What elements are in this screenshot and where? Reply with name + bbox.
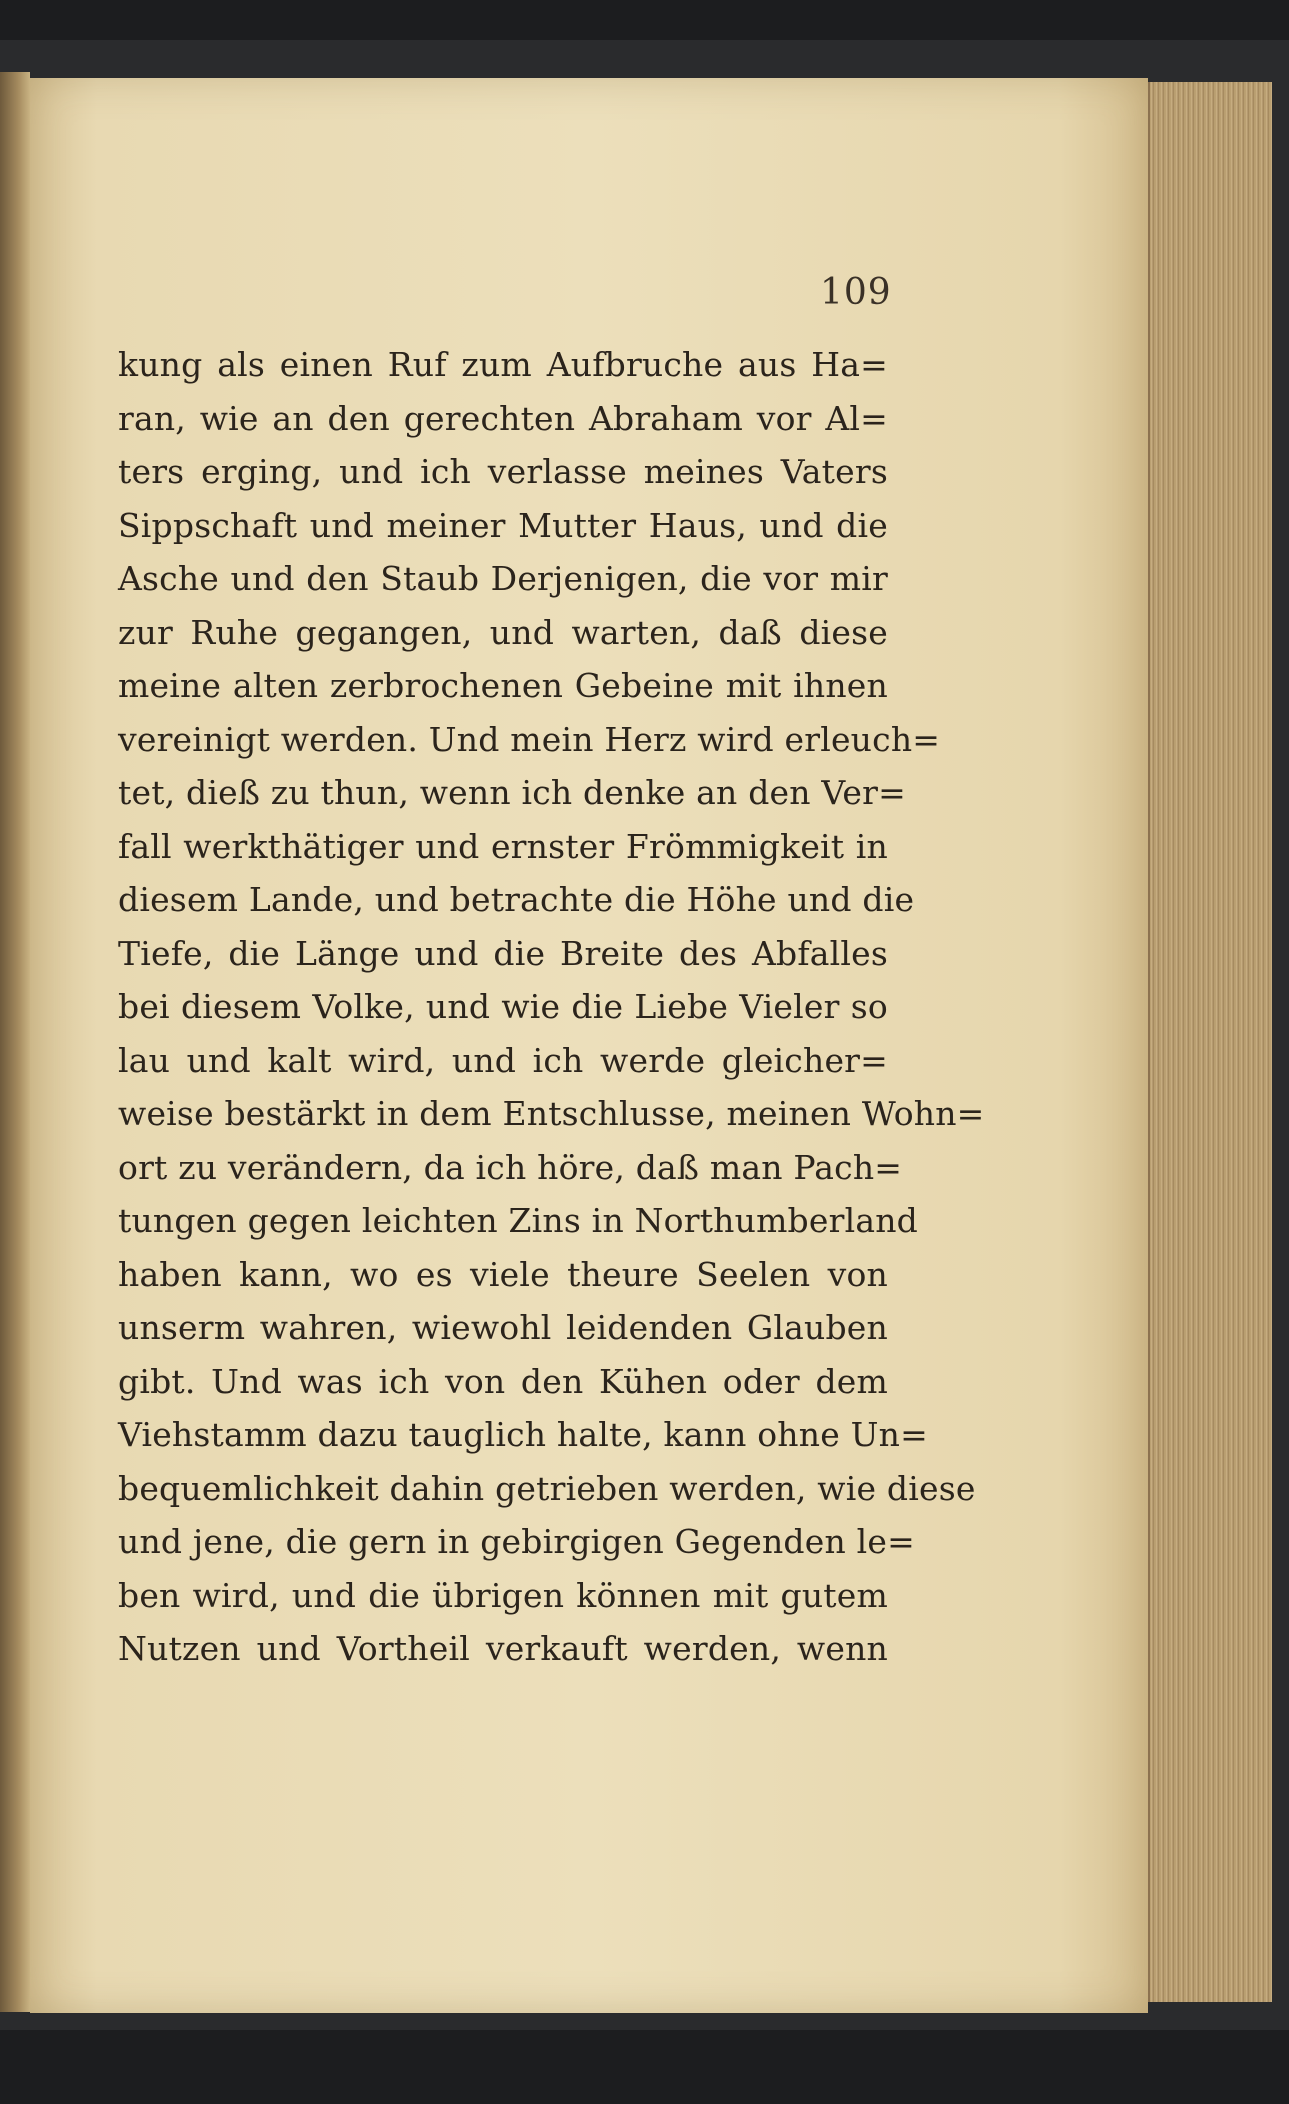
- text-line: Nutzen und Vortheil verkauft werden, wenn: [118, 1629, 888, 1668]
- text-line: ters erging, und ich verlasse meines Vaters: [118, 452, 888, 491]
- text-line: ort zu verändern, da ich höre, daß man Pach=: [118, 1147, 903, 1187]
- text-line: bei diesem Volke, und wie die Liebe Vieler so: [118, 987, 888, 1026]
- text-line: Tiefe, die Länge und die Breite des Abfalles: [118, 933, 888, 973]
- text-line: ran, wie an den gerechten Abraham vor Al=: [118, 398, 888, 438]
- text-line: lau und kalt wird, und ich werde gleicher=: [118, 1040, 888, 1080]
- text-line: tet, dieß zu thun, wenn ich denke an den Ver=: [118, 773, 906, 812]
- text-line: meine alten zerbrochenen Gebeine mit ihnen: [118, 666, 888, 705]
- text-line: fall werkthätiger und ernster Frömmigkeit in: [118, 826, 888, 866]
- text-line: ben wird, und die übrigen können mit gutem: [118, 1575, 888, 1615]
- text-line: vereinigt werden. Und mein Herz wird erleuch=: [118, 719, 941, 759]
- binding-edge: [0, 72, 30, 2012]
- body-text: [118, 338, 985, 1676]
- text-line: Sippschaft und meiner Mutter Haus, und die: [118, 505, 888, 545]
- text-line: bequemlichkeit dahin getrieben werden, wie diese: [118, 1468, 976, 1508]
- text-line: kung als einen Ruf zum Aufbruche aus Ha=: [118, 345, 888, 384]
- text-line: Asche und den Staub Derjenigen, die vor mir: [118, 559, 888, 598]
- text-line: gibt. Und was ich von den Kühen oder dem: [118, 1361, 888, 1401]
- text-line: weise bestärkt in dem Entschlusse, meinen Wohn=: [118, 1094, 985, 1133]
- page-number: 109: [820, 272, 892, 313]
- text-line: unserm wahren, wiewohl leidenden Glauben: [118, 1308, 888, 1347]
- text-line: und jene, die gern in gebirgigen Gegenden le=: [118, 1522, 915, 1561]
- text-line: zur Ruhe gegangen, und warten, daß diese: [118, 612, 888, 652]
- text-line: Viehstamm dazu tauglich halte, kann ohne Un=: [118, 1415, 928, 1454]
- text-line: diesem Lande, und betrachte die Höhe und die: [118, 880, 915, 919]
- text-line: tungen gegen leichten Zins in Northumberland: [118, 1201, 918, 1240]
- text-line: haben kann, wo es viele theure Seelen von: [118, 1254, 888, 1294]
- page-stack-edges: [1148, 82, 1272, 2002]
